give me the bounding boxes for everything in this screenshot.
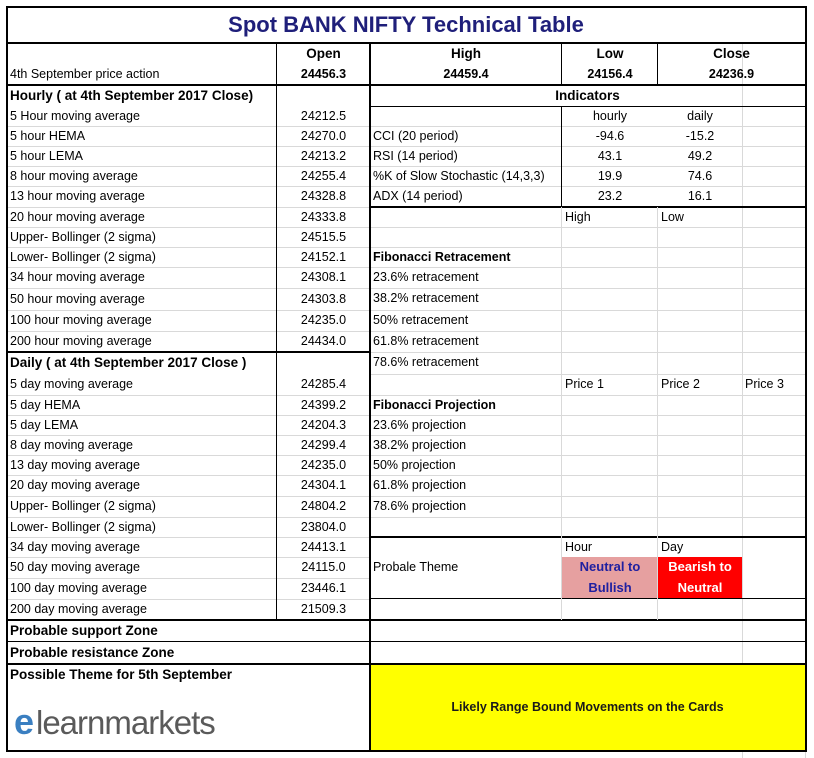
hourly-row-value: 24213.2 xyxy=(300,148,347,163)
gridline xyxy=(371,310,806,311)
daily-row-label: 5 day LEMA xyxy=(10,417,79,432)
projection-row-label: 78.6% projection xyxy=(373,498,467,513)
projection-col-price1: Price 1 xyxy=(565,377,604,392)
hourly-row-label: 20 hour moving average xyxy=(10,209,145,224)
daily-section-title: Daily ( at 4th September 2017 Close ) xyxy=(10,355,247,371)
gridline xyxy=(371,352,806,353)
hourly-row-label: 200 hour moving average xyxy=(10,334,152,349)
daily-row-label: 20 day moving average xyxy=(10,478,140,493)
retracement-row-label: 61.8% retracement xyxy=(373,334,479,349)
hourly-row-value: 24212.5 xyxy=(300,108,347,123)
indicator-label: CCI (20 period) xyxy=(373,128,459,143)
daily-row-value: 24304.1 xyxy=(300,478,347,493)
page-title: Spot BANK NIFTY Technical Table xyxy=(228,12,584,37)
daily-row-value: 24299.4 xyxy=(300,437,347,452)
gridline xyxy=(371,475,806,476)
hourly-row-label: 5 Hour moving average xyxy=(10,108,140,123)
hourly-row-value: 24308.1 xyxy=(300,270,347,285)
support-zone-label: Probable support Zone xyxy=(10,623,158,639)
border xyxy=(6,750,807,752)
gridline xyxy=(371,331,806,332)
retracement-row-label: 23.6% retracement xyxy=(373,270,479,285)
gridline xyxy=(561,207,562,620)
projection-row-label: 23.6% projection xyxy=(373,417,467,432)
hourly-row-label: Upper- Bollinger (2 sigma) xyxy=(10,229,156,244)
price-action-open: 24456.3 xyxy=(300,67,347,82)
hourly-row-label: 5 hour HEMA xyxy=(10,128,86,143)
border xyxy=(6,663,807,665)
border xyxy=(6,84,807,86)
border xyxy=(370,598,806,599)
gridline xyxy=(371,126,806,127)
gridline xyxy=(371,166,806,167)
possible-theme-value: Likely Range Bound Movements on the Cards xyxy=(370,664,805,751)
border xyxy=(6,619,807,621)
price-action-high: 24459.4 xyxy=(443,67,489,82)
daily-row-label: 8 day moving average xyxy=(10,437,133,452)
gridline xyxy=(657,207,658,620)
border xyxy=(6,641,807,642)
indicators-col-daily: daily xyxy=(687,108,713,123)
gridline xyxy=(371,455,806,456)
gridline xyxy=(742,43,743,758)
daily-row-value: 21509.3 xyxy=(300,602,347,617)
retracement-row-label: 38.2% retracement xyxy=(373,291,479,306)
indicator-hourly-value: 23.2 xyxy=(597,188,623,203)
daily-row-value: 24804.2 xyxy=(300,499,347,514)
indicator-daily-value: -15.2 xyxy=(685,128,715,143)
gridline xyxy=(371,267,806,268)
theme-label: Probale Theme xyxy=(373,560,459,575)
indicator-hourly-value: -94.6 xyxy=(595,128,625,143)
daily-row-label: Lower- Bollinger (2 sigma) xyxy=(10,519,156,534)
hourly-row-value: 24333.8 xyxy=(300,209,347,224)
hourly-row-label: 100 hour moving average xyxy=(10,313,152,328)
daily-row-value: 23804.0 xyxy=(300,519,347,534)
gridline xyxy=(371,517,806,518)
gridline xyxy=(371,415,806,416)
gridline xyxy=(371,288,806,289)
daily-row-label: 5 day moving average xyxy=(10,377,133,392)
gridline xyxy=(371,435,806,436)
price-action-low: 24156.4 xyxy=(587,67,633,82)
hourly-row-value: 24328.8 xyxy=(300,189,347,204)
indicator-hourly-value: 19.9 xyxy=(597,168,623,183)
projection-row-label: 38.2% projection xyxy=(373,437,467,452)
hourly-row-label: 34 hour moving average xyxy=(10,270,145,285)
svg-text:learnmarkets: learnmarkets xyxy=(36,704,215,741)
indicator-daily-value: 74.6 xyxy=(687,168,713,183)
resistance-zone-label: Probable resistance Zone xyxy=(10,645,175,661)
hourly-row-label: 50 hour moving average xyxy=(10,291,145,306)
hour-theme-value: Neutral to Bullish xyxy=(562,557,658,598)
projection-row-label: 61.8% projection xyxy=(373,477,467,492)
indicator-daily-value: 16.1 xyxy=(687,188,713,203)
elearnmarkets-logo xyxy=(14,698,215,744)
possible-theme-label: Possible Theme for 5th September xyxy=(10,667,233,683)
hourly-row-value: 24235.0 xyxy=(300,313,347,328)
daily-row-value: 24204.3 xyxy=(300,417,347,432)
gridline xyxy=(371,496,806,497)
hourly-section-title: Hourly ( at 4th September 2017 Close) xyxy=(10,87,254,103)
indicator-daily-value: 49.2 xyxy=(687,148,713,163)
retracement-row-label: 50% retracement xyxy=(373,313,469,328)
projection-row-label: 50% projection xyxy=(373,457,456,472)
daily-row-label: Upper- Bollinger (2 sigma) xyxy=(10,499,156,514)
price-action-label: 4th September price action xyxy=(10,67,160,82)
theme-col-hour: Hour xyxy=(565,539,593,554)
gridline xyxy=(371,395,806,396)
border xyxy=(561,106,562,207)
daily-row-label: 13 day moving average xyxy=(10,457,140,472)
border xyxy=(6,351,371,353)
gridline xyxy=(371,227,806,228)
header-low: Low xyxy=(596,45,624,61)
daily-row-value: 24235.0 xyxy=(300,457,347,472)
daily-row-label: 50 day moving average xyxy=(10,560,140,575)
hourly-row-label: 8 hour moving average xyxy=(10,168,138,183)
indicators-title: Indicators xyxy=(555,87,620,103)
hourly-row-label: 5 hour LEMA xyxy=(10,148,83,163)
indicator-hourly-value: 43.1 xyxy=(597,148,623,163)
hourly-row-value: 24152.1 xyxy=(300,249,347,264)
gridline xyxy=(371,146,806,147)
indicators-col-hourly: hourly xyxy=(592,108,628,123)
fibonacci-retracement-title: Fibonacci Retracement xyxy=(373,249,511,264)
daily-row-value: 23446.1 xyxy=(300,581,347,596)
hourly-row-value: 24255.4 xyxy=(300,168,347,183)
daily-row-label: 100 day moving average xyxy=(10,581,147,596)
daily-row-value: 24399.2 xyxy=(300,397,347,412)
hourly-row-label: 13 hour moving average xyxy=(10,189,145,204)
elearnmarkets-logo-mark xyxy=(14,698,215,744)
indicator-label: %K of Slow Stochastic (14,3,3) xyxy=(373,168,545,183)
header-high: High xyxy=(451,45,481,61)
border xyxy=(657,43,658,86)
gridline xyxy=(371,186,806,187)
hourly-row-label: Lower- Bollinger (2 sigma) xyxy=(10,249,156,264)
hourly-row-value: 24303.8 xyxy=(300,291,347,306)
border xyxy=(276,43,277,620)
projection-col-price2: Price 2 xyxy=(661,377,700,392)
daily-row-label: 5 day HEMA xyxy=(10,397,81,412)
daily-row-label: 200 day moving average xyxy=(10,602,147,617)
hourly-row-value: 24515.5 xyxy=(300,229,347,244)
hourly-row-value: 24434.0 xyxy=(300,334,347,349)
gridline xyxy=(371,247,806,248)
border xyxy=(369,43,371,751)
border xyxy=(6,6,806,8)
day-theme-value: Bearish to Neutral xyxy=(658,557,742,598)
daily-row-value: 24413.1 xyxy=(300,539,347,554)
projection-col-price3: Price 3 xyxy=(745,377,784,392)
daily-row-value: 24285.4 xyxy=(300,377,347,392)
border xyxy=(6,42,807,44)
daily-row-value: 24115.0 xyxy=(301,560,346,575)
svg-text:e: e xyxy=(14,701,34,742)
border xyxy=(370,106,806,107)
indicator-label: RSI (14 period) xyxy=(373,148,458,163)
border xyxy=(370,206,806,208)
retracement-col-low: Low xyxy=(661,209,684,224)
fibonacci-projection-title: Fibonacci Projection xyxy=(373,397,496,412)
daily-row-label: 34 day moving average xyxy=(10,539,140,554)
border xyxy=(561,43,562,86)
border xyxy=(370,536,806,538)
theme-col-day: Day xyxy=(661,539,684,554)
hourly-row-value: 24270.0 xyxy=(300,128,347,143)
indicator-label: ADX (14 period) xyxy=(373,188,463,203)
header-open: Open xyxy=(306,45,341,61)
header-close: Close xyxy=(713,45,750,61)
retracement-col-high: High xyxy=(565,209,591,224)
retracement-row-label: 78.6% retracement xyxy=(373,355,479,370)
price-action-close: 24236.9 xyxy=(708,67,755,82)
